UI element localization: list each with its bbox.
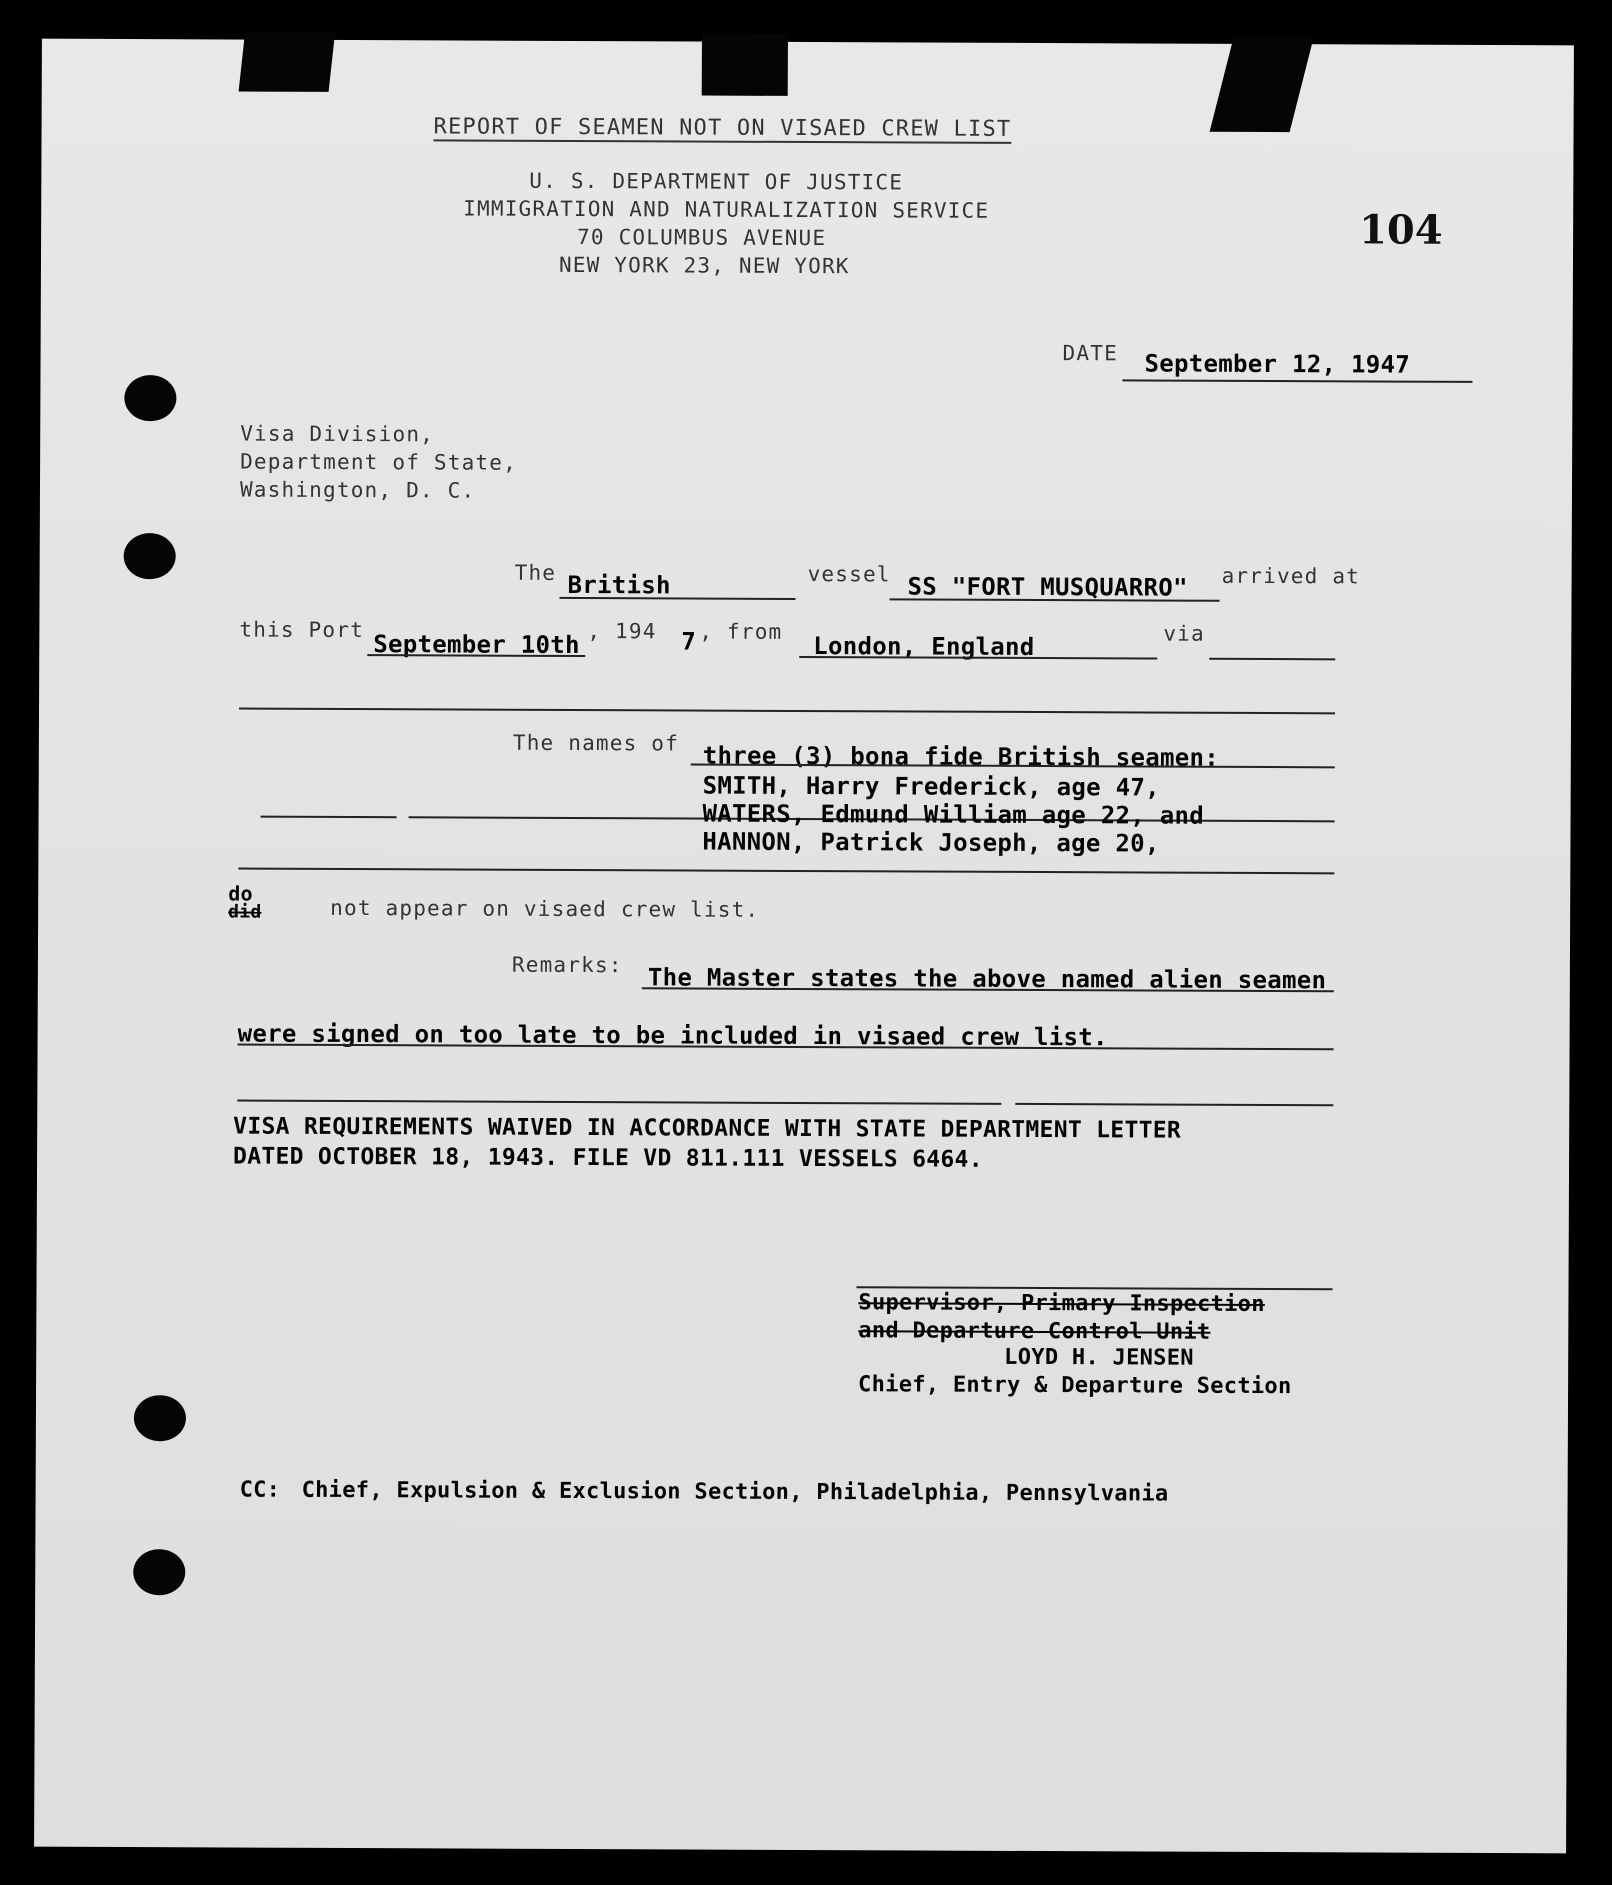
vessel-label: vessel bbox=[807, 562, 891, 587]
arrived-label: arrived at bbox=[1221, 563, 1361, 589]
names-label: The names of bbox=[512, 730, 680, 756]
vessel-name-underline bbox=[890, 598, 1220, 601]
vessel-nationality: British bbox=[567, 570, 671, 600]
date-value: September 12, 1947 bbox=[1144, 349, 1411, 379]
vessel-name: SS "FORT MUSQUARRO" bbox=[907, 572, 1188, 602]
from-label: , from bbox=[699, 619, 783, 644]
signer-title: Chief, Entry & Departure Section bbox=[858, 1372, 1292, 1400]
agency-line-4: NEW YORK 23, NEW YORK bbox=[558, 252, 850, 279]
punch-hole bbox=[124, 375, 176, 421]
verb-selected: do bbox=[228, 881, 253, 906]
signature-struck-2: and Departure Control Unit bbox=[858, 1318, 1211, 1345]
top-tab-right bbox=[1210, 36, 1314, 132]
verb-struck: did bbox=[228, 901, 262, 923]
remarks-blank-a bbox=[237, 1100, 1001, 1105]
addressee-line-1: Visa Division, bbox=[240, 421, 435, 447]
addressee-line-2: Department of State, bbox=[240, 449, 518, 475]
cc-value: Chief, Expulsion & Exclusion Section, Philadelphia, Pennsylvania bbox=[301, 1477, 1169, 1507]
date-underline bbox=[1122, 379, 1472, 383]
punch-hole bbox=[133, 1549, 185, 1595]
via-label: via bbox=[1163, 621, 1205, 646]
appearance-statement: not appear on visaed crew list. bbox=[330, 895, 760, 922]
names-line-left-a bbox=[261, 816, 397, 819]
agency-line-2: IMMIGRATION AND NATURALIZATION SERVICE bbox=[463, 196, 990, 223]
signature-struck-1: Supervisor, Primary Inspection bbox=[858, 1290, 1265, 1318]
names-line-bottom bbox=[238, 868, 1334, 875]
date-label: DATE bbox=[1062, 341, 1119, 366]
remarks-label: Remarks: bbox=[511, 952, 623, 978]
year-digit: 7 bbox=[681, 627, 697, 656]
origin-value: London, England bbox=[813, 632, 1035, 662]
seaman-3: HANNON, Patrick Joseph, age 20, bbox=[702, 827, 1160, 858]
blank-line-1 bbox=[239, 708, 1335, 715]
waiver-line-2: DATED OCTOBER 18, 1943. FILE VD 811.111 VESSELS 6464. bbox=[233, 1143, 983, 1173]
year-prefix: , 194 bbox=[587, 619, 657, 644]
via-underline bbox=[1209, 658, 1335, 661]
nationality-underline bbox=[560, 597, 796, 600]
agency-line-3: 70 COLUMBUS AVENUE bbox=[577, 225, 827, 251]
port-label: this Port bbox=[239, 617, 365, 643]
seaman-1: SMITH, Harry Frederick, age 47, bbox=[702, 771, 1160, 802]
agency-line-1: U. S. DEPARTMENT OF JUSTICE bbox=[529, 168, 904, 195]
seaman-2: WATERS, Edmund William age 22, and bbox=[702, 799, 1205, 830]
document-page bbox=[34, 39, 1574, 1854]
remarks-line-1: The Master states the above named alien seamen bbox=[647, 963, 1327, 995]
addressee-line-3: Washington, D. C. bbox=[239, 477, 476, 503]
the-label: The bbox=[514, 560, 557, 585]
page-number: 104 bbox=[1359, 206, 1443, 254]
signer-name: LOYD H. JENSEN bbox=[1004, 1344, 1194, 1371]
top-tab-left bbox=[239, 32, 336, 92]
names-intro: three (3) bona fide British seamen: bbox=[702, 741, 1220, 772]
arrival-date: September 10th bbox=[373, 630, 580, 660]
waiver-line-1: VISA REQUIREMENTS WAIVED IN ACCORDANCE WITH STATE DEPARTMENT LETTER bbox=[233, 1113, 1182, 1144]
punch-hole bbox=[124, 533, 176, 579]
top-tab-center bbox=[702, 34, 788, 96]
cc-label: CC: bbox=[239, 1477, 281, 1503]
remarks-blank-b bbox=[1015, 1103, 1333, 1106]
remarks-line-2: were signed on too late to be included in visaed crew list. bbox=[237, 1019, 1108, 1052]
form-title: REPORT OF SEAMEN NOT ON VISAED CREW LIST bbox=[433, 114, 1012, 142]
punch-hole bbox=[134, 1395, 186, 1441]
